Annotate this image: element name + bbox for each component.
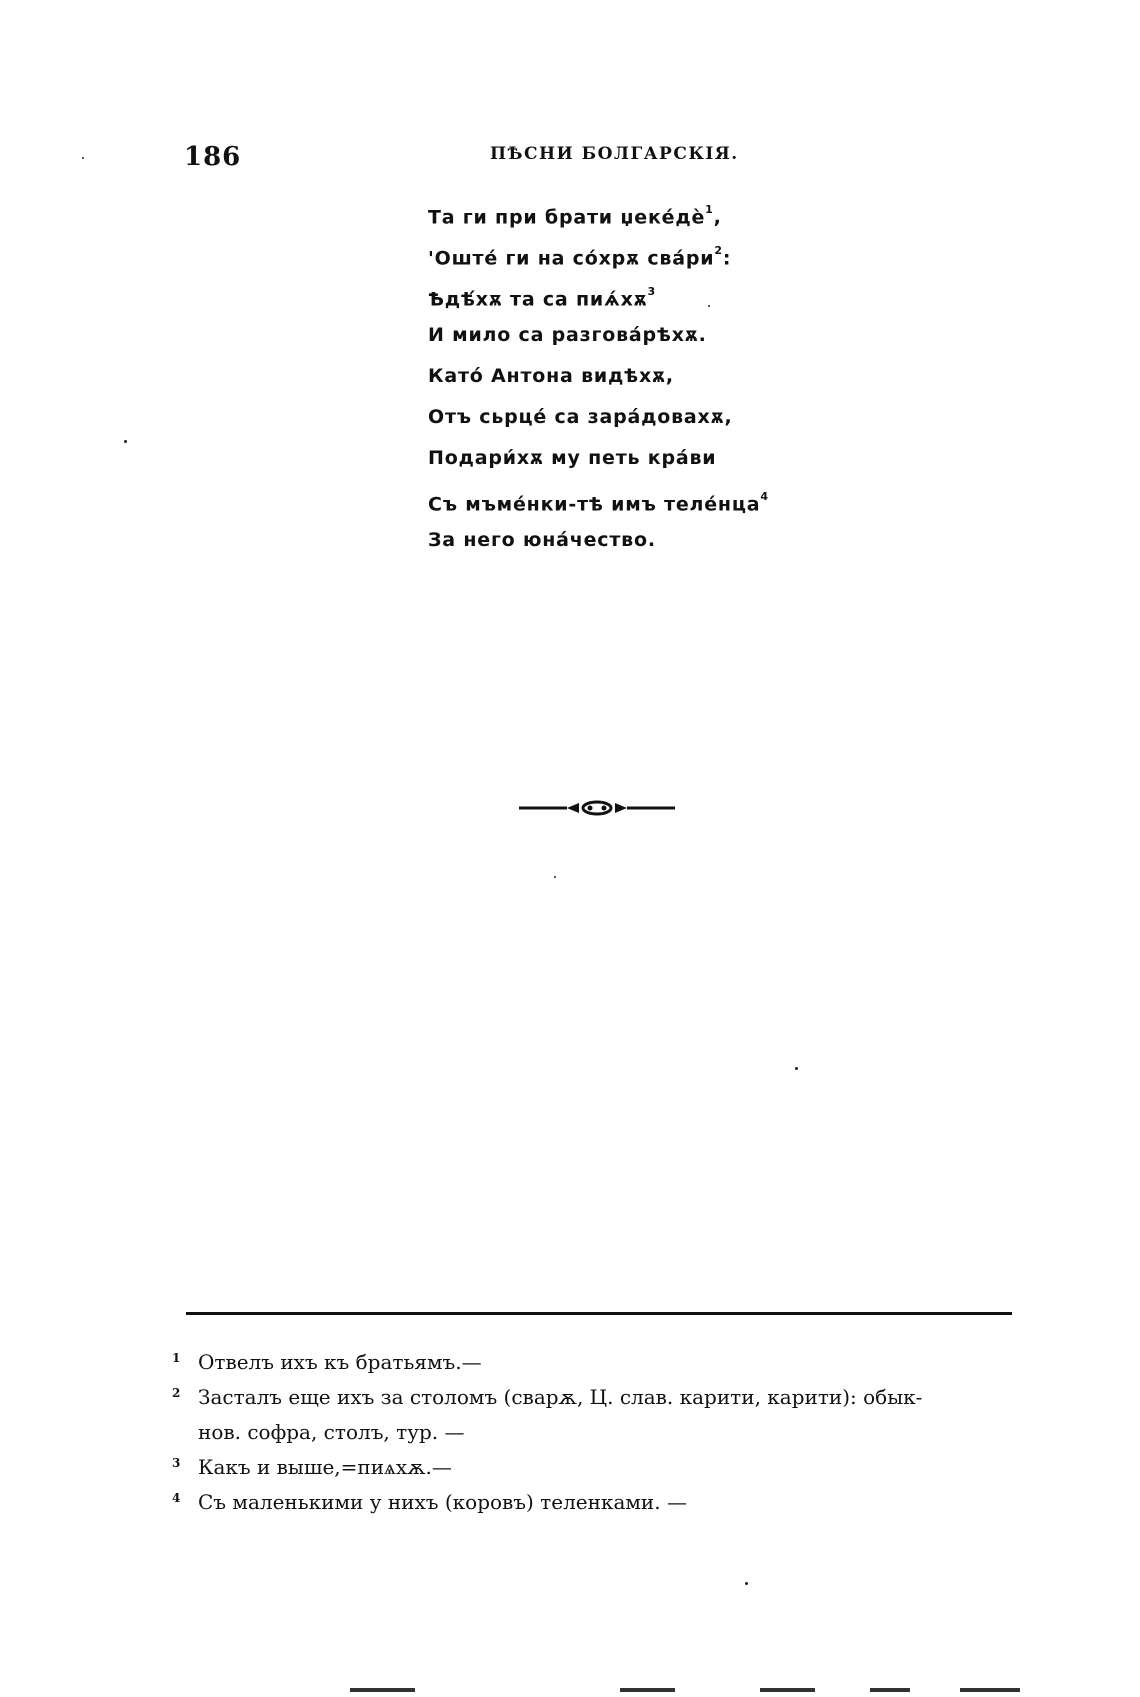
footnote-ref: 1 — [705, 203, 714, 216]
footnote-text: Засталъ еще ихъ за столомъ (сварѫ, Ц. слав. карити, карити): обык- — [198, 1385, 923, 1409]
footnote-rule — [186, 1312, 1012, 1315]
scan-speck — [745, 1582, 748, 1585]
ornament-divider — [517, 798, 677, 818]
footnote-mark: 3 — [172, 1456, 181, 1470]
next-page-bleed — [960, 1688, 1020, 1692]
footnote-mark: 1 — [172, 1351, 181, 1365]
verse-line: За него юна́чество. — [428, 529, 656, 551]
footnote — [172, 1380, 1022, 1450]
page-number: 186 — [184, 142, 242, 172]
footnote-ref: 3 — [647, 285, 656, 298]
poem — [428, 192, 788, 561]
footnote-ref: 2 — [714, 244, 723, 257]
verse-line: И мило са разгова́рѣхѫ. — [428, 324, 707, 346]
footnote-text: Какъ и выше,=пиѧхѫ.— — [198, 1455, 452, 1479]
footnote-ref: 4 — [760, 490, 769, 503]
verse-line: Та ги при брати $џеке́дѐ^1$, — [428, 203, 722, 229]
footnote-text: Отвелъ ихъ къ братьямъ.— — [198, 1350, 482, 1374]
next-page-bleed — [620, 1688, 675, 1692]
verse-line: Ѣдѣ́хѫ та са $пиѧ́хѫ^3$ — [428, 285, 656, 311]
running-head: ПѢСНИ БОЛГАРСКІЯ. — [490, 144, 739, 164]
next-page-bleed — [870, 1688, 910, 1692]
scan-speck — [708, 305, 710, 307]
footnote — [172, 1450, 1022, 1485]
scan-speck — [795, 1067, 798, 1070]
verse-line: 'Оште́ ги на со́хрѫ $сва́ри^2$: — [428, 244, 732, 270]
footnotes — [172, 1345, 1022, 1520]
verse-line: Като́ Антона видѣхѫ, — [428, 365, 674, 387]
scan-speck — [124, 440, 127, 443]
footnote-text: Съ маленькими у нихъ (коровъ) теленками. — — [198, 1490, 687, 1514]
footnote — [172, 1345, 1022, 1380]
next-page-bleed — [350, 1688, 415, 1692]
verse-line: Подари́хѫ му петь кра́ви — [428, 447, 717, 469]
verse-line: Отъ сьрце́ са зара́довахѫ, — [428, 406, 733, 428]
footnote-text: нов. софра, столъ, тур. — — [198, 1420, 465, 1444]
footnote-mark: 2 — [172, 1386, 181, 1400]
scan-speck — [82, 157, 84, 159]
next-page-bleed — [760, 1688, 815, 1692]
verse-line: Съ мъме́нки-тѣ имъ теле́нца$^4$ — [428, 490, 769, 516]
footnote — [172, 1485, 1022, 1520]
footnote-mark: 4 — [172, 1491, 181, 1505]
scan-speck — [554, 876, 556, 878]
